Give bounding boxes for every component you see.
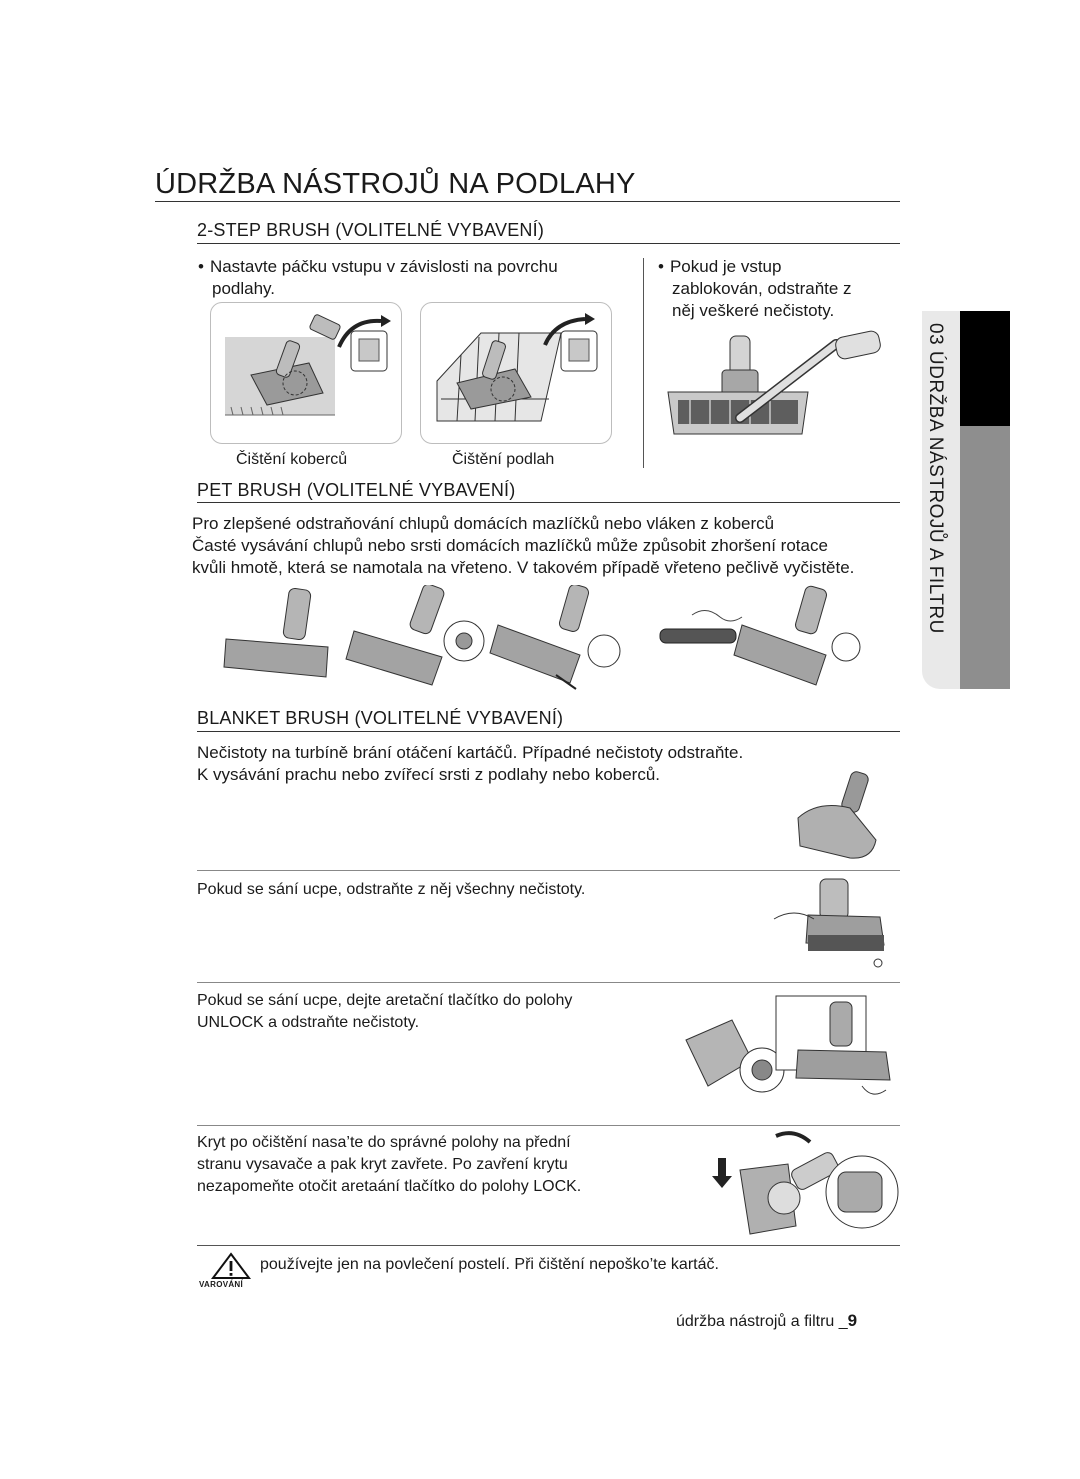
warning-icon [199,1252,255,1292]
step-brush-rule [197,243,900,244]
warning-text: používejte jen na povlečení postelí. Při čištění nepoško’te kartáč. [260,1256,719,1273]
blanket-step-remove-dirt: Pokud se sání ucpe, odstraňte z něj všechny nečistoty. [197,881,586,898]
blanket-step-close-cover: Kryt po očištění nasa’te do správné polohy na přední stranu vysavače a pak kryt zavřete. Po zavření krytu nezapomeňte otočit aretaání tlačítko do polohy LOCK. [197,1134,582,1195]
column-divider [643,258,644,468]
step-brush-heading: 2-STEP BRUSH (VOLITELNÉ VYBAVENÍ) [197,220,545,240]
title-rule [155,201,900,202]
page-footer: údržba nástrojů a filtru _9 [676,1311,858,1330]
chapter-label: 03 ÚDRŽBA NÁSTROJŮ A FILTRU [925,323,946,634]
warning-label: VAROVÁNÍ [199,1280,244,1289]
blanket-brush-rule [197,731,900,732]
pet-brush-step-1 [224,588,328,677]
blanket-brush-heading: BLANKET BRUSH (VOLITELNÉ VYBAVENÍ) [197,708,564,728]
remove-dirt-illustration [770,875,900,975]
page-title: ÚDRŽBA NÁSTROJŮ NA PODLAHY [155,168,636,200]
step-brush-blocked-note: • Pokud je vstup zablokován, odstraňte z něj veškeré nečistoty. [658,256,852,322]
blanket-step-unlock: Pokud se sání ucpe, dejte aretační tlačítko do polohy UNLOCK a odstraňte nečistoty. [197,992,573,1031]
blanket-brush-intro: Nečistoty na turbíně brání otáčení kartáčů. Případné nečistoty odstraňte. K vysávání prachu nebo zvířecí srsti z podlahy nebo koberců. [197,743,744,784]
close-cover-illustration [712,1130,902,1240]
page-number: 9 [847,1311,858,1330]
chapter-side-tab [922,311,1010,689]
caption-floor: Čištění podlah [452,451,555,468]
blocked-nozzle-illustration [660,330,900,445]
floor-cleaning-illustration [420,302,612,444]
pet-brush-step-2 [346,585,484,685]
carpet-cleaning-illustration [210,302,402,444]
caption-carpet: Čištění koberců [236,451,348,468]
pet-brush-description: Pro zlepšené odstraňování chlupů domácích mazlíčků nebo vláken z koberců Časté vysávání chlupů nebo srsti domácích mazlíčků může způsobit zhoršení rotace kvůli hmotě, která se namotala na vřeteno. V takovém případě vřeteno pečlivě vyčistěte. [192,514,855,577]
pet-brush-step-3 [490,585,620,689]
pet-brush-heading: PET BRUSH (VOLITELNÉ VYBAVENÍ) [197,480,516,500]
pet-brush-step-4 [660,610,742,643]
blanket-brush-illustration [790,770,890,865]
pet-brush-step-5 [734,585,860,685]
step-brush-instruction: • Nastavte páčku vstupu v závislosti na povrchu podlahy. [198,256,558,300]
pet-brush-rule [197,502,900,503]
unlock-illustration [680,990,900,1115]
pet-brush-cleaning-sequence [220,585,870,695]
